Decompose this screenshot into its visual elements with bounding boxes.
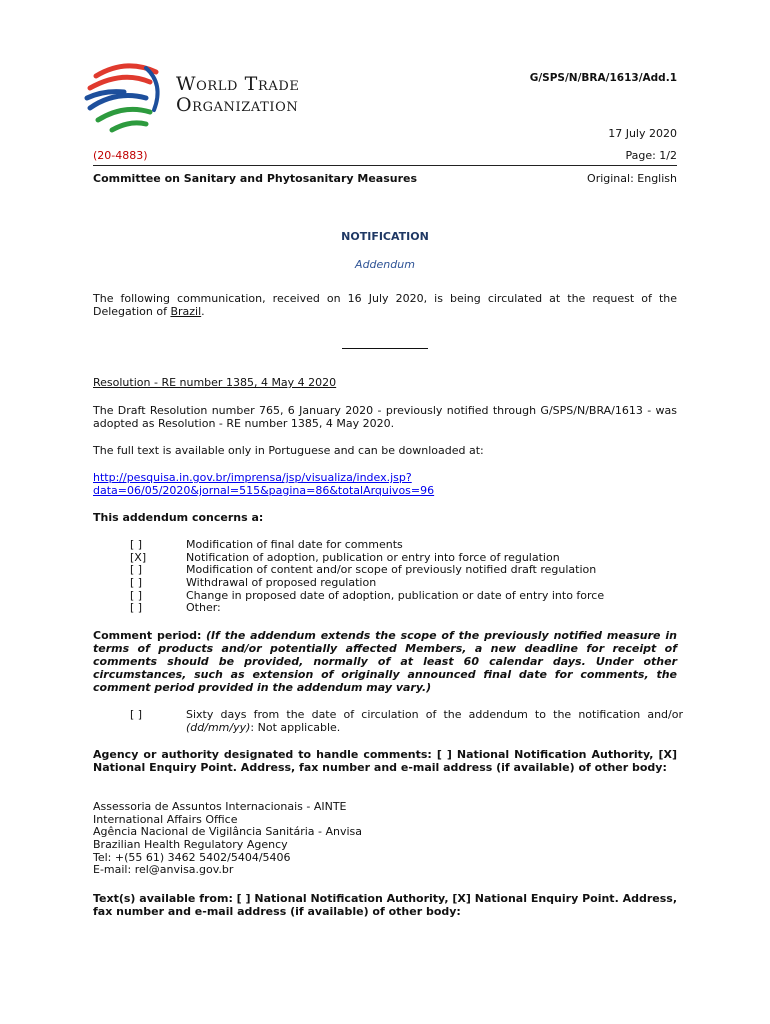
page-subtitle: Addendum bbox=[355, 258, 415, 271]
checkbox: [ ] bbox=[130, 576, 143, 590]
address-line: E-mail: rel@anvisa.gov.br bbox=[93, 863, 234, 877]
document-symbol: G/SPS/N/BRA/1613/Add.1 bbox=[529, 72, 677, 84]
address-line: Tel: +(55 61) 3462 5402/5404/5406 bbox=[93, 850, 291, 864]
intro-paragraph bbox=[93, 292, 677, 318]
download-link-line2: data=06/05/2020&jornal=515&pagina=86&totalArquivos=96 bbox=[93, 484, 435, 497]
org-name-line2: Organization bbox=[176, 94, 299, 116]
address-line: Agência Nacional de Vigilância Sanitária - Anvisa bbox=[93, 825, 363, 839]
list-item bbox=[130, 601, 690, 614]
checkbox: [ ] bbox=[130, 588, 143, 602]
option-date-format: (dd/mm/yy) bbox=[186, 721, 251, 734]
list-item-label: Notification of adoption, publication or entry into force of regulation bbox=[186, 550, 560, 564]
page-title: NOTIFICATION bbox=[341, 230, 429, 243]
list-item bbox=[130, 589, 690, 602]
intro-end: . bbox=[201, 305, 205, 318]
checkbox: [ ] bbox=[130, 708, 143, 721]
resolution-heading: Resolution - RE number 1385, 4 May 4 2020 bbox=[93, 376, 337, 389]
checkbox: [ ] bbox=[130, 601, 143, 615]
download-link-block bbox=[93, 471, 677, 497]
header-divider bbox=[93, 165, 677, 166]
list-item-label: Modification of final date for comments bbox=[186, 538, 403, 551]
section-separator bbox=[342, 348, 428, 349]
concerns-list bbox=[130, 538, 690, 614]
org-name-line1: World Trade bbox=[176, 73, 300, 95]
list-item bbox=[130, 576, 690, 589]
notifying-member: Brazil bbox=[170, 305, 202, 318]
download-link-line1: http://pesquisa.in.gov.br/imprensa/jsp/visualiza/index.jsp? bbox=[93, 471, 412, 484]
address-line: Brazilian Health Regulatory Agency bbox=[93, 838, 288, 852]
concerns-heading: This addendum concerns a: bbox=[93, 511, 264, 524]
draft-resolution-text: The Draft Resolution number 765, 6 January 2020 - previously notified through G/SPS/N/BRA/1613 - was adopted as Resolution - RE number 1385, 4 May 2020. bbox=[93, 404, 677, 430]
list-item bbox=[130, 551, 690, 564]
list-item-label: Change in proposed date of adoption, publication or date of entry into force bbox=[186, 588, 605, 602]
wto-logo-icon bbox=[84, 60, 174, 135]
checkbox: [ ] bbox=[130, 538, 143, 551]
committee-name: Committee on Sanitary and Phytosanitary Measures bbox=[93, 172, 418, 185]
texts-available-heading: Text(s) available from: [ ] National Notification Authority, [X] National Enquiry Point. Address, fax number and e-mail address (if available) of other body: bbox=[93, 892, 677, 918]
original-language: Original: English bbox=[587, 172, 677, 185]
list-item-label: Withdrawal of proposed regulation bbox=[186, 576, 377, 590]
option-text: Sixty days from the date of circulation of the addendum to the notification and/or bbox=[186, 708, 683, 721]
full-text-note: The full text is available only in Portuguese and can be downloaded at: bbox=[93, 444, 484, 457]
comment-period-option bbox=[130, 708, 683, 734]
option-not-applicable: : Not applicable. bbox=[250, 721, 341, 734]
download-link[interactable] bbox=[93, 471, 434, 497]
list-item-label: Modification of content and/or scope of previously notified draft regulation bbox=[186, 563, 597, 577]
checkbox: [X] bbox=[130, 550, 147, 564]
list-item bbox=[130, 563, 690, 576]
comment-period-option-text bbox=[186, 708, 683, 734]
address-line: International Affairs Office bbox=[93, 812, 238, 826]
document-date: 17 July 2020 bbox=[608, 127, 677, 140]
org-name bbox=[176, 74, 299, 116]
checkbox: [ ] bbox=[130, 563, 143, 577]
comment-period-label: Comment period: bbox=[93, 629, 202, 642]
agency-heading: Agency or authority designated to handle comments: [ ] National Notification Authority, [X] National Enquiry Point. Address, fax number and e-mail address (if available) of other body: bbox=[93, 748, 677, 774]
intro-text: The following communication, received on 16 July 2020, is being circulated at the request of the Delegation of bbox=[93, 292, 677, 318]
list-item bbox=[130, 538, 690, 551]
comment-period-block bbox=[93, 629, 677, 694]
address-block bbox=[93, 800, 677, 876]
address-line: Assessoria de Assuntos Internacionais - AINTE bbox=[93, 800, 347, 813]
document-reference: (20-4883) bbox=[93, 149, 148, 162]
list-item-label: Other: bbox=[186, 601, 221, 615]
page-number: Page: 1/2 bbox=[625, 149, 677, 162]
comment-period-text: (If the addendum extends the scope of the previously notified measure in terms of products and/or potentially affected Members, a new deadline for receipt of comments should be provided, normally of at least 60 calendar days. Under other circumstances, such as extension of originally announced final date for comments, the comment period provided in the addendum may vary.) bbox=[93, 629, 678, 694]
